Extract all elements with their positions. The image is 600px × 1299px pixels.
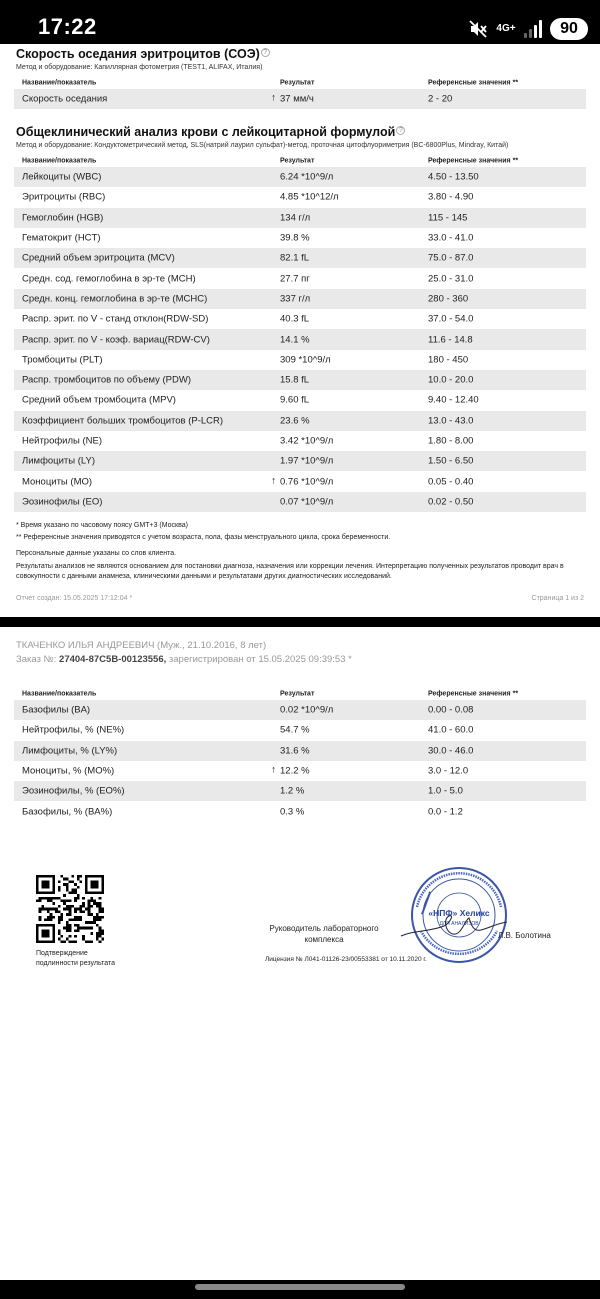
license: Лицензия № Л041-01126-23/00553381 от 10.11.2020 г. [265, 956, 427, 963]
test-result: 0.07 *10^9/л [280, 496, 334, 508]
test-result: 15.8 fL [280, 374, 310, 386]
test-reference: 13.0 - 43.0 [428, 415, 474, 427]
test-reference: 1.50 - 6.50 [428, 455, 474, 467]
test-name: Средн. конц. гемоглобина в эр-те (MCHC) [22, 293, 208, 305]
test-reference: 10.0 - 20.0 [428, 374, 474, 386]
test-name: Эозинофилы (EO) [22, 496, 103, 508]
test-reference: 4.50 - 13.50 [428, 171, 479, 183]
column-header-result: Результат [280, 690, 315, 698]
column-header-reference: Референсные значения ** [428, 79, 519, 87]
cbc-method: Метод и оборудование: Кондуктометрический метод, SLS(натрий лаурил сульфат)-метод, проточная цитофлуориметрия (BC-6800Plus, Mindray, Китай) [16, 142, 509, 149]
table-row [14, 492, 586, 512]
signer-name: Л.В. Болотина [498, 931, 551, 940]
column-header-result: Результат [280, 79, 315, 87]
column-header-name: Название/показатель [22, 79, 97, 87]
column-header-reference: Референсные значения ** [428, 157, 519, 165]
table-row [14, 329, 586, 349]
test-reference: 3.80 - 4.90 [428, 191, 474, 203]
table-row [14, 289, 586, 309]
test-name: Средн. сод. гемоглобина в эр-те (MCH) [22, 273, 196, 285]
home-indicator[interactable] [195, 1284, 405, 1290]
patient-info: ТКАЧЕНКО ИЛЬЯ АНДРЕЕВИЧ (Муж., 21.10.2016, 8 лет) [16, 640, 267, 651]
report-created: Отчет создан: 15.05.2025 17:12:04 * [16, 595, 133, 602]
test-name: Базофилы (BA) [22, 704, 91, 716]
test-name: Моноциты, % (MO%) [22, 765, 115, 777]
soe-title: Скорость оседания эритроцитов (СОЭ) ? [16, 47, 270, 61]
table-row [14, 89, 586, 109]
column-header-name: Название/показатель [22, 157, 97, 165]
table-header [14, 77, 586, 89]
test-name: Нейтрофилы (NE) [22, 435, 103, 447]
table-row [14, 741, 586, 761]
test-name: Гематокрит (HCT) [22, 232, 101, 244]
signature-label: Руководитель лабораторного комплекса [269, 924, 379, 944]
test-result: 39.8 % [280, 232, 310, 244]
test-name: Нейтрофилы, % (NE%) [22, 724, 125, 736]
test-reference: 75.0 - 87.0 [428, 252, 474, 264]
page2-table [14, 688, 586, 822]
table-row [14, 187, 586, 207]
test-result: 27.7 пг [280, 273, 310, 285]
test-reference: 0.00 - 0.08 [428, 704, 474, 716]
table-row [14, 720, 586, 740]
test-result: 134 г/л [280, 212, 311, 224]
table-row [14, 700, 586, 720]
test-reference: 37.0 - 54.0 [428, 313, 474, 325]
test-reference: 1.80 - 8.00 [428, 435, 474, 447]
test-result: 6.24 *10^9/л [280, 171, 334, 183]
table-row [14, 350, 586, 370]
test-name: Коэффициент больших тромбоцитов (P-LCR) [22, 415, 224, 427]
status-bar [0, 0, 600, 44]
soe-table [14, 77, 586, 109]
time-note: * Время указано по часовому поясу GMT+3 (Москва) [16, 522, 188, 529]
test-result: 14.1 % [280, 334, 310, 346]
table-row [14, 167, 586, 187]
table-header [14, 688, 586, 700]
test-reference: 3.0 - 12.0 [428, 765, 469, 777]
signature [399, 910, 509, 942]
page1-footer [16, 595, 584, 602]
table-row [14, 781, 586, 801]
high-flag-icon: ↑ [271, 764, 276, 776]
test-name: Распр. тромбоцитов по объему (PDW) [22, 374, 192, 386]
table-row [14, 208, 586, 228]
page-number: Страница 1 из 2 [531, 595, 584, 602]
test-reference: 0.05 - 0.40 [428, 476, 474, 488]
order-number: 27404-87C5B-00123556, [59, 654, 167, 665]
stamp-name: «НПФ» Хеликс [428, 908, 490, 918]
signal-icon [524, 20, 542, 38]
cbc-table [14, 155, 586, 512]
column-header-result: Результат [280, 157, 315, 165]
test-result: 1.2 % [280, 785, 305, 797]
test-name: Средний объем эритроцита (MCV) [22, 252, 175, 264]
report-page-1 [0, 44, 600, 617]
soe-method: Метод и оборудование: Капиллярная фотометрия (TEST1, ALIFAX, Италия) [16, 64, 263, 71]
test-result: 9.60 fL [280, 394, 310, 406]
personal-data-note: Персональные данные указаны со слов клиента. [16, 550, 177, 557]
reference-note: ** Референсные значения приводятся с учетом возраста, пола, фазы менструального цикла, срока беременности. [16, 534, 391, 541]
test-result: ↑ 12.2 % [271, 764, 310, 777]
test-result: 4.85 *10^12/л [280, 191, 339, 203]
table-row [14, 471, 586, 491]
test-result: 82.1 fL [280, 252, 310, 264]
test-name: Скорость оседания [22, 93, 108, 105]
test-result: 54.7 % [280, 724, 310, 736]
test-name: Распр. эрит. по V - станд отклон(RDW-SD) [22, 313, 209, 325]
test-reference: 1.0 - 5.0 [428, 785, 463, 797]
test-result: 1.97 *10^9/л [280, 455, 334, 467]
test-result: ↑ 0.76 *10^9/л [271, 475, 334, 488]
disclaimer: Результаты анализов не являются основанием для постановки диагноза, назначения или коррекции лечения. Интерпретацию полученных результатов проводит врач в совокупности с данными анамнеза, клиническими данными и результатами других диагностических исследований. [16, 563, 564, 580]
test-result: 0.3 % [280, 806, 305, 818]
network-type: 4G+ [496, 23, 516, 34]
table-header [14, 155, 586, 167]
test-reference: 25.0 - 31.0 [428, 273, 474, 285]
column-header-name: Название/показатель [22, 690, 97, 698]
table-row [14, 390, 586, 410]
test-reference: 41.0 - 60.0 [428, 724, 474, 736]
high-flag-icon: ↑ [271, 475, 276, 487]
test-reference: 115 - 145 [428, 212, 468, 224]
test-name: Распр. эрит. по V - коэф. вариац(RDW-CV) [22, 334, 210, 346]
notes [16, 521, 584, 582]
cbc-title: Общеклинический анализ крови с лейкоцитарной формулой ? [16, 125, 405, 139]
test-reference: 280 - 360 [428, 293, 469, 305]
test-name: Лимфоциты (LY) [22, 455, 95, 467]
test-result: 40.3 fL [280, 313, 310, 325]
report-page-2 [0, 627, 600, 1280]
test-reference: 30.0 - 46.0 [428, 745, 474, 757]
test-name: Тромбоциты (PLT) [22, 354, 103, 366]
battery-icon: 90 [550, 18, 588, 40]
table-row [14, 761, 586, 781]
test-name: Базофилы, % (BA%) [22, 806, 113, 818]
test-name: Эозинофилы, % (EO%) [22, 785, 125, 797]
test-result: 31.6 % [280, 745, 310, 757]
test-name: Лимфоциты, % (LY%) [22, 745, 118, 757]
test-reference: 9.40 - 12.40 [428, 394, 479, 406]
test-name: Лейкоциты (WBC) [22, 171, 102, 183]
test-reference: 180 - 450 [428, 354, 469, 366]
table-row [14, 228, 586, 248]
test-result: 309 *10^9/л [280, 354, 331, 366]
stamp-sub: ДЛЯ АНАЛИЗОВ [439, 921, 479, 927]
test-reference: 11.6 - 14.8 [428, 334, 473, 346]
help-icon[interactable]: ? [261, 48, 270, 57]
order-info: Заказ №: 27404-87C5B-00123556, зарегистрирован от 15.05.2025 09:39:53 * [16, 654, 352, 665]
test-reference: 0.02 - 0.50 [428, 496, 474, 508]
qr-caption: Подтверждение подлинности результата [36, 950, 115, 967]
test-reference: 2 - 20 [428, 93, 453, 105]
test-reference: 0.0 - 1.2 [428, 806, 463, 818]
qr-code[interactable] [36, 875, 104, 943]
status-icons [468, 14, 588, 44]
table-row [14, 451, 586, 471]
test-name: Средний объем тромбоцита (MPV) [22, 394, 176, 406]
test-result: 3.42 *10^9/л [280, 435, 334, 447]
test-result: 0.02 *10^9/л [280, 704, 334, 716]
table-row [14, 268, 586, 288]
table-row [14, 801, 586, 821]
test-name: Эритроциты (RBC) [22, 191, 106, 203]
table-row [14, 411, 586, 431]
help-icon[interactable]: ? [396, 126, 405, 135]
clock: 17:22 [38, 14, 97, 39]
test-name: Гемоглобин (HGB) [22, 212, 104, 224]
test-result: ↑ 37 мм/ч [271, 92, 314, 105]
table-row [14, 431, 586, 451]
table-row [14, 370, 586, 390]
test-reference: 33.0 - 41.0 [428, 232, 474, 244]
table-row [14, 248, 586, 268]
table-row [14, 309, 586, 329]
test-result: 23.6 % [280, 415, 310, 427]
column-header-reference: Референсные значения ** [428, 690, 519, 698]
mute-icon [468, 19, 488, 39]
test-result: 337 г/л [280, 293, 311, 305]
high-flag-icon: ↑ [271, 92, 276, 104]
test-name: Моноциты (MO) [22, 476, 93, 488]
